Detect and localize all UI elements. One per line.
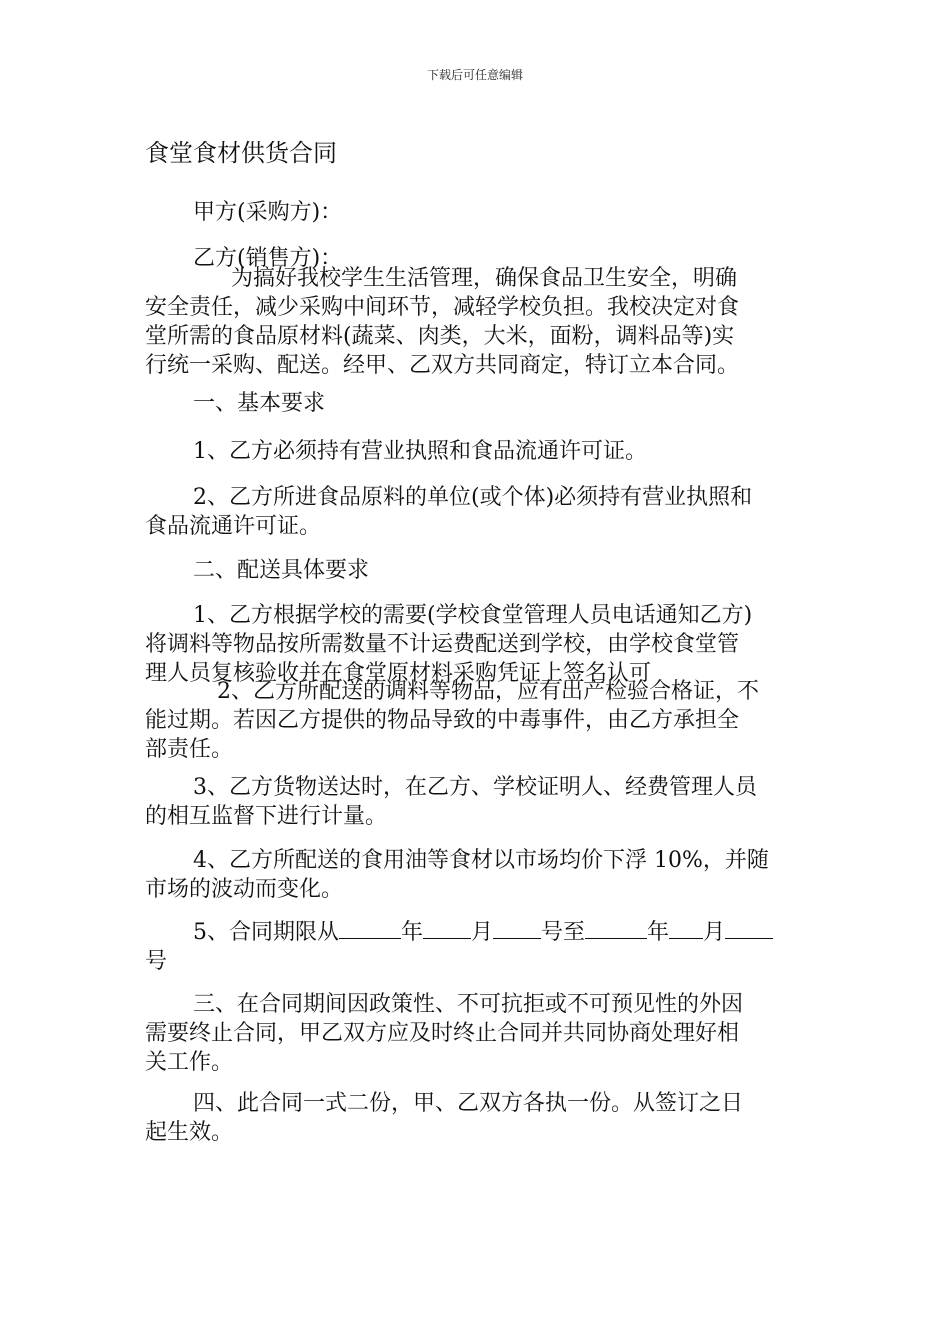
page-header: 下载后可任意编辑 [426,68,523,82]
preamble-line: 为搞好我校学生生活管理，确保食品卫生安全，明确 [231,266,738,291]
section-1-item-1: 1、乙方必须持有营业执照和食品流通许可证。 [193,439,647,464]
item-line: 三、在合同期间因政策性、不可抗拒或不可预见性的外因 [193,992,744,1017]
item-line: 1、乙方根据学校的需要(学校食堂管理人员电话通知乙方) [193,603,753,628]
preamble-line: 安全责任，减少采购中间环节，减轻学校负担。我校决定对食 [145,295,740,320]
start-month-blank[interactable] [423,918,471,939]
item-line: 4、乙方所配送的食用油等食材以市场均价下浮 10%，并随 [193,848,769,873]
section-2-item-2 [145,677,805,764]
party-a-line: 甲方(采购方)： [193,200,343,225]
end-year-blank[interactable] [585,918,647,939]
item-line: 四、此合同一式二份，甲、乙双方各执一份。从签订之日 [193,1091,744,1116]
month-label: 月 [703,920,726,945]
year-label: 年 [647,920,670,945]
preamble-line: 行统一采购、配送。经甲、乙双方共同商定，特订立本合同。 [145,353,740,378]
section-2-item-3 [145,773,805,831]
item-line: 市场的波动而变化。 [145,877,344,902]
document-title: 食堂食材供货合同 [145,139,337,167]
item-line: 的相互监督下进行计量。 [145,804,388,829]
item-line: 理人员复核验收并在食堂原材料采购凭证上签名认可 [145,661,652,686]
item-line: 部责任。 [145,737,234,762]
section-1-heading: 一、基本要求 [193,391,326,416]
item-line: 关工作。 [145,1050,234,1075]
preamble-line: 堂所需的食品原材料(蔬菜、肉类，大米，面粉，调料品等)实 [145,324,735,349]
section-1-item-2 [145,483,805,541]
section-2-item-1 [145,601,805,688]
item-line: 需要终止合同，甲乙双方应及时终止合同并共同协商处理好相 [145,1021,740,1046]
preamble-paragraph [145,264,805,380]
item-line: 3、乙方货物送达时，在乙方、学校证明人、经费管理人员 [193,775,757,800]
start-day-blank[interactable] [493,918,541,939]
item-line: 食品流通许可证。 [145,514,322,539]
end-month-blank[interactable] [669,918,703,939]
day-to-label: 号至 [541,920,586,945]
section-2-item-5 [145,918,805,976]
day-label: 号 [145,949,168,974]
item-line: 将调料等物品按所需数量不计运费配送到学校，由学校食堂管 [145,632,740,657]
contract-period-line [145,918,805,947]
item-line: 2、乙方所配送的调料等物品，应有出产检验合格证，不 [217,679,759,704]
section-2-heading: 二、配送具体要求 [193,558,370,583]
period-prefix: 5、合同期限从 [193,920,339,945]
item-line: 起生效。 [145,1120,234,1145]
start-year-blank[interactable] [339,918,401,939]
end-day-blank[interactable] [725,918,773,939]
section-3 [145,990,805,1077]
section-2-item-4 [145,846,805,904]
item-line: 2、乙方所进食品原料的单位(或个体)必须持有营业执照和 [193,485,753,510]
section-4 [145,1089,805,1147]
month-label: 月 [471,920,494,945]
year-label: 年 [401,920,424,945]
party-b-line: 乙方(销售方)： [193,246,343,271]
item-line: 能过期。若因乙方提供的物品导致的中毒事件，由乙方承担全 [145,708,740,733]
